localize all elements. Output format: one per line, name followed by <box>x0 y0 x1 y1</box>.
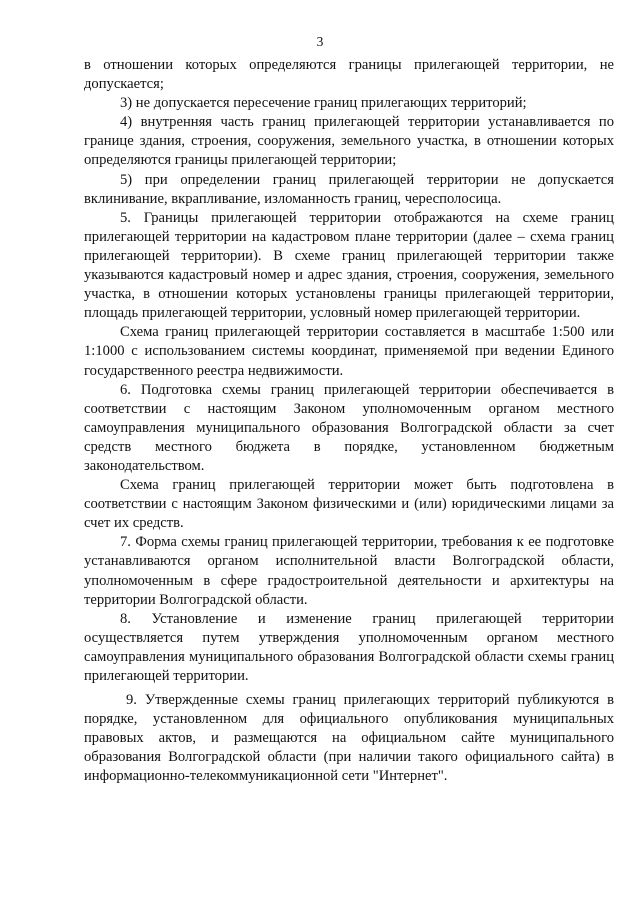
paragraph-section-5: 5. Границы прилегающей территории отображаются на схеме границ прилегающей территории на кадастровом плане территории (далее – схема границ прилегающей территории). В схеме границ прилегающей территории также указываются кадастровый номер и адрес здания, строения, сооружения, земельного участка, в отношении которых установлены границы прилегающей территории, площадь прилегающей территории, условный номер прилегающей территории. <box>84 209 614 322</box>
page-number: 3 <box>316 34 324 49</box>
document-body <box>84 56 614 787</box>
paragraph-scheme-preparation: Схема границ прилегающей территории может быть подготовлена в соответствии с настоящим Законом физическими и (или) юридическими лицами за счет их средств. <box>84 477 614 532</box>
paragraph-item-5: 5) при определении границ прилегающей территории не допускается вклинивание, вкрапливание, изломанность границ, чересполосица. <box>84 171 614 207</box>
paragraph-item-4: 4) внутренняя часть границ прилегающей территории устанавливается по границе здания, строения, сооружения, земельного участка, в отношении которых определяются границы прилегающей территории; <box>84 114 614 169</box>
paragraph-item-3: 3) не допускается пересечение границ прилегающих территорий; <box>120 95 527 112</box>
paragraph-scheme-scale: Схема границ прилегающей территории составляется в масштабе 1:500 или 1:1000 с использованием системы координат, применяемой при ведении Единого государственного реестра недвижимости. <box>84 324 614 379</box>
paragraph-continuation: в отношении которых определяются границы прилегающей территории, не допускается; <box>84 57 614 93</box>
paragraph-section-8: 8. Установление и изменение границ прилегающей территории осуществляется путем утверждения уполномоченным органом местного самоуправления муниципального образования Волгоградской области схемы границ прилегающей территории. <box>84 610 614 684</box>
paragraph-section-7: 7. Форма схемы границ прилегающей территории, требования к ее подготовке устанавливаются органом исполнительной власти Волгоградской области, уполномоченным в сфере градостроительной деятельности и архитектуры на территории Волгоградской области. <box>84 534 614 608</box>
paragraph-section-6: 6. Подготовка схемы границ прилегающей территории обеспечивается в соответствии с настоящим Законом уполномоченным органом местного самоуправления муниципального образования Волгоградской области за счет средств местного бюджета в порядке, установленном бюджетным законодательством. <box>84 381 614 474</box>
paragraph-section-9: 9. Утвержденные схемы границ прилегающих территорий публикуются в порядке, установленном для официального опубликования муниципальных правовых актов, и размещаются на официальном сайте муниципального образования Волгоградской области (при наличии такого официального сайта) в информационно-телекоммуникационной сети "Интернет". <box>84 692 614 785</box>
